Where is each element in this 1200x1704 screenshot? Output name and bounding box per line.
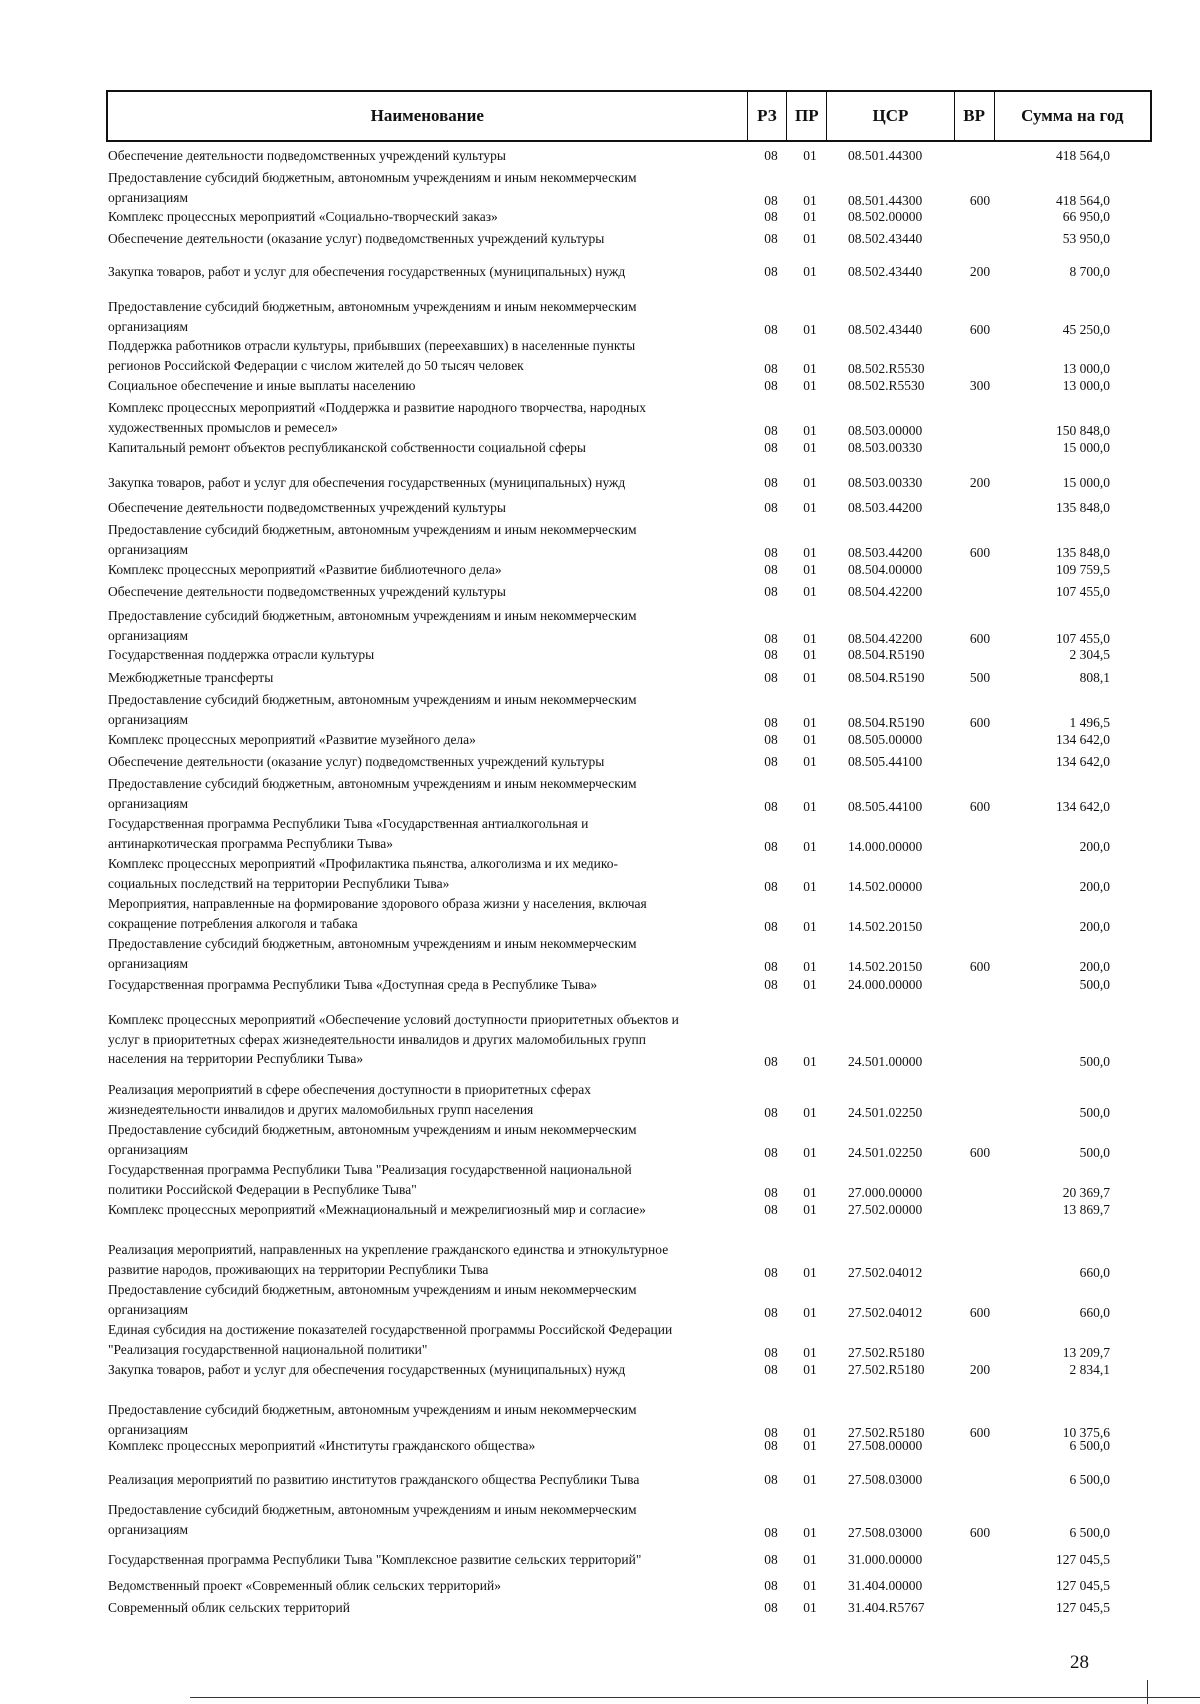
row-rz: 08 [764, 670, 778, 685]
row-csr: 08.503.44200 [848, 544, 923, 560]
row-pr: 01 [803, 1144, 817, 1160]
row-pr: 01 [803, 1344, 817, 1360]
row-name: Предоставление субсидий бюджетным, автономным учреждениям и иным некоммерческим организациям [108, 1122, 637, 1157]
table-row [0, 1576, 1200, 1596]
row-csr: 24.000.00000 [848, 977, 923, 992]
row-rz: 08 [764, 192, 778, 208]
table-row [0, 730, 1200, 750]
row-pr: 01 [803, 1600, 817, 1615]
table-row [0, 1400, 1200, 1439]
row-rz: 08 [764, 1438, 778, 1453]
row-pr: 01 [803, 192, 817, 208]
row-pr: 01 [803, 500, 817, 515]
row-name: Социальное обеспечение и иные выплаты населению [108, 378, 416, 393]
row-rz: 08 [764, 878, 778, 894]
row-pr: 01 [803, 544, 817, 560]
row-rz: 08 [764, 475, 778, 490]
row-sum: 10 375,6 [1062, 1424, 1110, 1440]
row-name: Предоставление субсидий бюджетным, автономным учреждениям и иным некоммерческим организациям [108, 1502, 637, 1537]
row-rz: 08 [764, 918, 778, 934]
row-rz: 08 [764, 1264, 778, 1280]
row-vr: 200 [969, 1362, 991, 1377]
table-row [0, 606, 1200, 645]
row-sum: 200,0 [1079, 918, 1110, 934]
row-name: Современный облик сельских территорий [108, 1600, 350, 1615]
row-rz: 08 [764, 422, 778, 438]
row-vr: 600 [969, 1524, 991, 1540]
row-csr: 08.501.44300 [848, 148, 923, 163]
row-vr: 600 [969, 1304, 991, 1320]
row-name: Предоставление субсидий бюджетным, автономным учреждениям и иным некоммерческим организациям [108, 522, 637, 557]
table-row [0, 376, 1200, 396]
row-sum: 15 000,0 [1062, 475, 1110, 490]
row-name: Предоставление субсидий бюджетным, автономным учреждениям и иным некоммерческим организациям [108, 1282, 637, 1317]
row-name: Обеспечение деятельности (оказание услуг) подведомственных учреждений культуры [108, 231, 605, 246]
row-name: Обеспечение деятельности подведомственных учреждений культуры [108, 148, 506, 163]
table-row [0, 1120, 1200, 1159]
row-csr: 31.404.R5767 [848, 1600, 925, 1615]
row-name: Реализация мероприятий, направленных на укрепление гражданского единства и этнокультурное развитие народов, проживающих на территории Республики Тыва [108, 1242, 669, 1277]
row-rz: 08 [764, 1524, 778, 1540]
row-pr: 01 [803, 231, 817, 246]
table-row [0, 645, 1200, 665]
row-rz: 08 [764, 1104, 778, 1120]
row-vr: 600 [969, 798, 991, 814]
row-rz: 08 [764, 544, 778, 560]
row-name: Реализация мероприятий по развитию институтов гражданского общества Республики Тыва [108, 1472, 640, 1487]
row-csr: 27.502.R5180 [848, 1424, 925, 1440]
row-rz: 08 [764, 1184, 778, 1200]
row-pr: 01 [803, 1202, 817, 1217]
row-sum: 418 564,0 [1056, 192, 1110, 208]
table-row [0, 934, 1200, 973]
row-sum: 500,0 [1079, 977, 1110, 992]
row-csr: 08.503.00330 [848, 475, 923, 490]
header-rz: РЗ [748, 92, 788, 140]
row-rz: 08 [764, 1424, 778, 1440]
row-pr: 01 [803, 1054, 817, 1069]
row-csr: 24.501.02250 [848, 1104, 923, 1120]
table-row [0, 1280, 1200, 1319]
table-row [0, 146, 1200, 166]
row-csr: 24.501.02250 [848, 1144, 923, 1160]
header-pr: ПР [787, 92, 827, 140]
row-pr: 01 [803, 1184, 817, 1200]
row-vr: 200 [969, 475, 991, 490]
row-rz: 08 [764, 838, 778, 854]
row-pr: 01 [803, 148, 817, 163]
row-csr: 31.404.00000 [848, 1578, 923, 1593]
row-sum: 66 950,0 [1062, 209, 1110, 224]
row-rz: 08 [764, 1144, 778, 1160]
row-pr: 01 [803, 1424, 817, 1440]
row-rz: 08 [764, 378, 778, 393]
row-rz: 08 [764, 360, 778, 376]
row-sum: 20 369,7 [1062, 1184, 1110, 1200]
row-pr: 01 [803, 1438, 817, 1453]
row-rz: 08 [764, 231, 778, 246]
row-csr: 08.505.44100 [848, 754, 923, 769]
row-sum: 13 000,0 [1062, 378, 1110, 393]
row-name: Обеспечение деятельности подведомственных учреждений культуры [108, 500, 506, 515]
row-name: Государственная программа Республики Тыва "Реализация государственной национальной политики Российской Федерации в Республике Тыва" [108, 1162, 632, 1197]
table-row [0, 398, 1200, 437]
row-name: Государственная программа Республики Тыва «Доступная среда в Республике Тыва» [108, 977, 598, 992]
table-row [0, 1080, 1200, 1119]
scan-edge-line [190, 1697, 1200, 1698]
row-sum: 6 500,0 [1069, 1472, 1110, 1487]
row-rz: 08 [764, 630, 778, 646]
row-rz: 08 [764, 148, 778, 163]
row-csr: 08.503.00000 [848, 422, 923, 438]
row-rz: 08 [764, 264, 778, 279]
row-sum: 107 455,0 [1056, 584, 1110, 599]
table-row [0, 1160, 1200, 1199]
row-sum: 808,1 [1079, 670, 1110, 685]
row-csr: 08.502.R5530 [848, 360, 925, 376]
row-pr: 01 [803, 360, 817, 376]
row-sum: 200,0 [1079, 878, 1110, 894]
row-csr: 27.502.04012 [848, 1304, 923, 1320]
row-pr: 01 [803, 1304, 817, 1320]
row-vr: 600 [969, 1424, 991, 1440]
row-rz: 08 [764, 1202, 778, 1217]
row-sum: 500,0 [1079, 1104, 1110, 1120]
scan-edge-line [1147, 1680, 1148, 1704]
row-rz: 08 [764, 1472, 778, 1487]
row-csr: 27.502.00000 [848, 1202, 923, 1217]
row-name: Комплекс процессных мероприятий «Межнациональный и межрелигиозный мир и согласие» [108, 1202, 646, 1217]
table-row [0, 1470, 1200, 1490]
table-row [0, 336, 1200, 375]
row-sum: 2 304,5 [1069, 647, 1110, 662]
row-pr: 01 [803, 1578, 817, 1593]
row-csr: 08.504.R5190 [848, 647, 925, 662]
row-name: Реализация мероприятий в сфере обеспечения доступности в приоритетных сферах жизнедеятельности инвалидов и других маломобильных групп населения [108, 1082, 592, 1117]
row-pr: 01 [803, 732, 817, 747]
row-sum: 500,0 [1079, 1054, 1110, 1069]
row-name: Предоставление субсидий бюджетным, автономным учреждениям и иным некоммерческим организациям [108, 936, 637, 971]
row-sum: 13 000,0 [1062, 360, 1110, 376]
header-vr: ВР [955, 92, 995, 140]
row-name: Государственная программа Республики Тыва "Комплексное развитие сельских территорий" [108, 1552, 642, 1567]
row-csr: 08.505.44100 [848, 798, 923, 814]
row-pr: 01 [803, 209, 817, 224]
table-row [0, 1500, 1200, 1539]
row-sum: 6 500,0 [1069, 1438, 1110, 1453]
row-sum: 13 869,7 [1062, 1202, 1110, 1217]
row-csr: 08.505.00000 [848, 732, 923, 747]
table-row [0, 1320, 1200, 1359]
row-sum: 127 045,5 [1056, 1552, 1110, 1567]
row-pr: 01 [803, 584, 817, 599]
row-name: Комплекс процессных мероприятий «Институты гражданского общества» [108, 1438, 536, 1453]
table-row [0, 1010, 1200, 1069]
row-sum: 418 564,0 [1056, 148, 1110, 163]
row-vr: 500 [969, 670, 991, 685]
row-vr: 600 [969, 958, 991, 974]
row-rz: 08 [764, 977, 778, 992]
row-name: Комплекс процессных мероприятий «Обеспечение условий доступности приоритетных объектов и услуг в приоритетных сферах жизнедеятельности инвалидов и других маломобильных групп населения на территории Республики Тыва» [108, 1012, 679, 1066]
row-name: Закупка товаров, работ и услуг для обеспечения государственных (муниципальных) нужд [108, 264, 626, 279]
row-sum: 13 209,7 [1062, 1344, 1110, 1360]
row-vr: 300 [969, 378, 991, 393]
row-name: Закупка товаров, работ и услуг для обеспечения государственных (муниципальных) нужд [108, 475, 626, 490]
row-rz: 08 [764, 562, 778, 577]
table-row [0, 168, 1200, 207]
row-name: Мероприятия, направленные на формирование здорового образа жизни у населения, включая сокращение потребления алкоголя и табака [108, 896, 647, 931]
row-pr: 01 [803, 264, 817, 279]
row-vr: 600 [969, 1144, 991, 1160]
row-name: Ведомственный проект «Современный облик сельских территорий» [108, 1578, 501, 1593]
table-row [0, 560, 1200, 580]
row-sum: 660,0 [1079, 1304, 1110, 1320]
row-pr: 01 [803, 1362, 817, 1377]
row-rz: 08 [764, 321, 778, 337]
row-pr: 01 [803, 647, 817, 662]
row-rz: 08 [764, 1054, 778, 1069]
row-pr: 01 [803, 562, 817, 577]
row-name: Комплекс процессных мероприятий «Поддержка и развитие народного творчества, народных художественных промыслов и ремесел» [108, 400, 646, 435]
row-csr: 08.504.00000 [848, 562, 923, 577]
row-csr: 08.503.44200 [848, 500, 923, 515]
row-csr: 27.508.03000 [848, 1524, 923, 1540]
table-row [0, 975, 1200, 995]
row-name: Обеспечение деятельности (оказание услуг) подведомственных учреждений культуры [108, 754, 605, 769]
row-name: Комплекс процессных мероприятий «Социально-творческий заказ» [108, 209, 498, 224]
row-rz: 08 [764, 1600, 778, 1615]
row-pr: 01 [803, 918, 817, 934]
table-row [0, 894, 1200, 933]
row-name: Предоставление субсидий бюджетным, автономным учреждениям и иным некоммерческим организациям [108, 692, 637, 727]
row-sum: 2 834,1 [1069, 1362, 1110, 1377]
row-sum: 8 700,0 [1069, 264, 1110, 279]
row-csr: 08.504.R5190 [848, 670, 925, 685]
row-rz: 08 [764, 798, 778, 814]
row-pr: 01 [803, 878, 817, 894]
row-vr: 200 [969, 264, 991, 279]
row-csr: 08.504.42200 [848, 584, 923, 599]
table-row [0, 690, 1200, 729]
row-sum: 500,0 [1079, 1144, 1110, 1160]
row-rz: 08 [764, 500, 778, 515]
row-name: Закупка товаров, работ и услуг для обеспечения государственных (муниципальных) нужд [108, 1362, 626, 1377]
row-name: Комплекс процессных мероприятий «Развитие музейного дела» [108, 732, 476, 747]
table-row [0, 1200, 1200, 1220]
row-sum: 660,0 [1079, 1264, 1110, 1280]
table-row [0, 1436, 1200, 1456]
row-pr: 01 [803, 422, 817, 438]
row-rz: 08 [764, 714, 778, 730]
row-name: Капитальный ремонт объектов республиканской собственности социальной сферы [108, 440, 586, 455]
row-pr: 01 [803, 1264, 817, 1280]
row-name: Комплекс процессных мероприятий «Профилактика пьянства, алкоголизма и их медико- социальных последствий на территории Республики Тыва» [108, 856, 619, 891]
row-pr: 01 [803, 378, 817, 393]
header-csr: ЦСР [827, 92, 955, 140]
row-pr: 01 [803, 838, 817, 854]
row-pr: 01 [803, 630, 817, 646]
table-row [0, 262, 1200, 282]
row-sum: 127 045,5 [1056, 1600, 1110, 1615]
row-vr: 600 [969, 630, 991, 646]
row-name: Государственная программа Республики Тыва «Государственная антиалкогольная и антинаркотическая программа Республики Тыва» [108, 816, 589, 851]
row-csr: 27.508.03000 [848, 1472, 923, 1487]
row-name: Единая субсидия на достижение показателей государственной программы Российской Федерации "Реализация государственной национальной политики" [108, 1322, 673, 1357]
row-pr: 01 [803, 670, 817, 685]
row-sum: 150 848,0 [1056, 422, 1110, 438]
table-row [0, 207, 1200, 227]
row-name: Предоставление субсидий бюджетным, автономным учреждениям и иным некоммерческим организациям [108, 776, 637, 811]
row-name: Обеспечение деятельности подведомственных учреждений культуры [108, 584, 506, 599]
row-sum: 134 642,0 [1056, 754, 1110, 769]
row-csr: 08.502.00000 [848, 209, 923, 224]
row-sum: 1 496,5 [1069, 714, 1110, 730]
row-csr: 27.502.R5180 [848, 1362, 925, 1377]
row-sum: 134 642,0 [1056, 732, 1110, 747]
row-name: Предоставление субсидий бюджетным, автономным учреждениям и иным некоммерческим организациям [108, 608, 637, 643]
row-vr: 600 [969, 544, 991, 560]
row-csr: 24.501.00000 [848, 1054, 923, 1069]
row-csr: 27.508.00000 [848, 1438, 923, 1453]
row-csr: 08.502.R5530 [848, 378, 925, 393]
table-row [0, 498, 1200, 518]
row-csr: 08.503.00330 [848, 440, 923, 455]
table-row [0, 582, 1200, 602]
row-pr: 01 [803, 1472, 817, 1487]
row-name: Предоставление субсидий бюджетным, автономным учреждениям и иным некоммерческим организациям [108, 170, 637, 205]
table-row [0, 1360, 1200, 1380]
row-sum: 107 455,0 [1056, 630, 1110, 646]
row-csr: 08.504.R5190 [848, 714, 925, 730]
row-rz: 08 [764, 440, 778, 455]
row-pr: 01 [803, 440, 817, 455]
table-row [0, 814, 1200, 853]
row-csr: 08.504.42200 [848, 630, 923, 646]
row-pr: 01 [803, 798, 817, 814]
row-rz: 08 [764, 647, 778, 662]
row-rz: 08 [764, 732, 778, 747]
row-pr: 01 [803, 714, 817, 730]
table-row [0, 229, 1200, 249]
table-row [0, 668, 1200, 688]
table-row [0, 473, 1200, 493]
row-rz: 08 [764, 754, 778, 769]
row-vr: 600 [969, 714, 991, 730]
row-pr: 01 [803, 321, 817, 337]
row-sum: 6 500,0 [1069, 1524, 1110, 1540]
row-sum: 135 848,0 [1056, 500, 1110, 515]
row-csr: 27.502.04012 [848, 1264, 923, 1280]
row-rz: 08 [764, 958, 778, 974]
page-number: 28 [1070, 1652, 1089, 1673]
row-sum: 135 848,0 [1056, 544, 1110, 560]
row-rz: 08 [764, 1304, 778, 1320]
row-pr: 01 [803, 1524, 817, 1540]
row-name: Межбюджетные трансферты [108, 670, 274, 685]
row-name: Государственная поддержка отрасли культуры [108, 647, 375, 662]
row-vr: 600 [969, 321, 991, 337]
header-sum: Сумма на год [1021, 106, 1124, 125]
row-pr: 01 [803, 1552, 817, 1567]
row-vr: 600 [969, 192, 991, 208]
table-row [0, 520, 1200, 559]
row-rz: 08 [764, 1362, 778, 1377]
row-pr: 01 [803, 977, 817, 992]
row-csr: 14.000.00000 [848, 838, 923, 854]
row-sum: 200,0 [1079, 958, 1110, 974]
row-rz: 08 [764, 1552, 778, 1567]
row-sum: 109 759,5 [1056, 562, 1110, 577]
row-csr: 27.000.00000 [848, 1184, 923, 1200]
table-row [0, 774, 1200, 813]
table-row [0, 752, 1200, 772]
table-row [0, 1240, 1200, 1279]
row-pr: 01 [803, 475, 817, 490]
row-rz: 08 [764, 584, 778, 599]
row-sum: 53 950,0 [1062, 231, 1110, 246]
table-row [0, 854, 1200, 893]
row-name: Поддержка работников отрасли культуры, прибывших (переехавших) в населенные пункты регионов Российской Федерации с числом жителей до 50 тысяч человек [108, 338, 636, 373]
row-csr: 14.502.20150 [848, 958, 923, 974]
row-csr: 08.502.43440 [848, 231, 923, 246]
table-row [0, 1598, 1200, 1618]
table-row [0, 297, 1200, 336]
row-pr: 01 [803, 754, 817, 769]
header-name: Наименование [108, 92, 748, 140]
row-csr: 08.502.43440 [848, 321, 923, 337]
row-csr: 31.000.00000 [848, 1552, 923, 1567]
row-sum: 45 250,0 [1062, 321, 1110, 337]
row-sum: 15 000,0 [1062, 440, 1110, 455]
table-row [0, 438, 1200, 458]
row-sum: 127 045,5 [1056, 1578, 1110, 1593]
row-name: Комплекс процессных мероприятий «Развитие библиотечного дела» [108, 562, 502, 577]
row-csr: 08.502.43440 [848, 264, 923, 279]
row-name: Предоставление субсидий бюджетным, автономным учреждениям и иным некоммерческим организациям [108, 299, 637, 334]
row-pr: 01 [803, 958, 817, 974]
row-csr: 14.502.00000 [848, 878, 923, 894]
table-row [0, 1550, 1200, 1570]
row-csr: 14.502.20150 [848, 918, 923, 934]
row-rz: 08 [764, 1578, 778, 1593]
row-csr: 27.502.R5180 [848, 1344, 925, 1360]
row-csr: 08.501.44300 [848, 192, 923, 208]
row-rz: 08 [764, 209, 778, 224]
row-name: Предоставление субсидий бюджетным, автономным учреждениям и иным некоммерческим организациям [108, 1402, 637, 1437]
row-sum: 200,0 [1079, 838, 1110, 854]
row-sum: 134 642,0 [1056, 798, 1110, 814]
row-pr: 01 [803, 1104, 817, 1120]
row-rz: 08 [764, 1344, 778, 1360]
